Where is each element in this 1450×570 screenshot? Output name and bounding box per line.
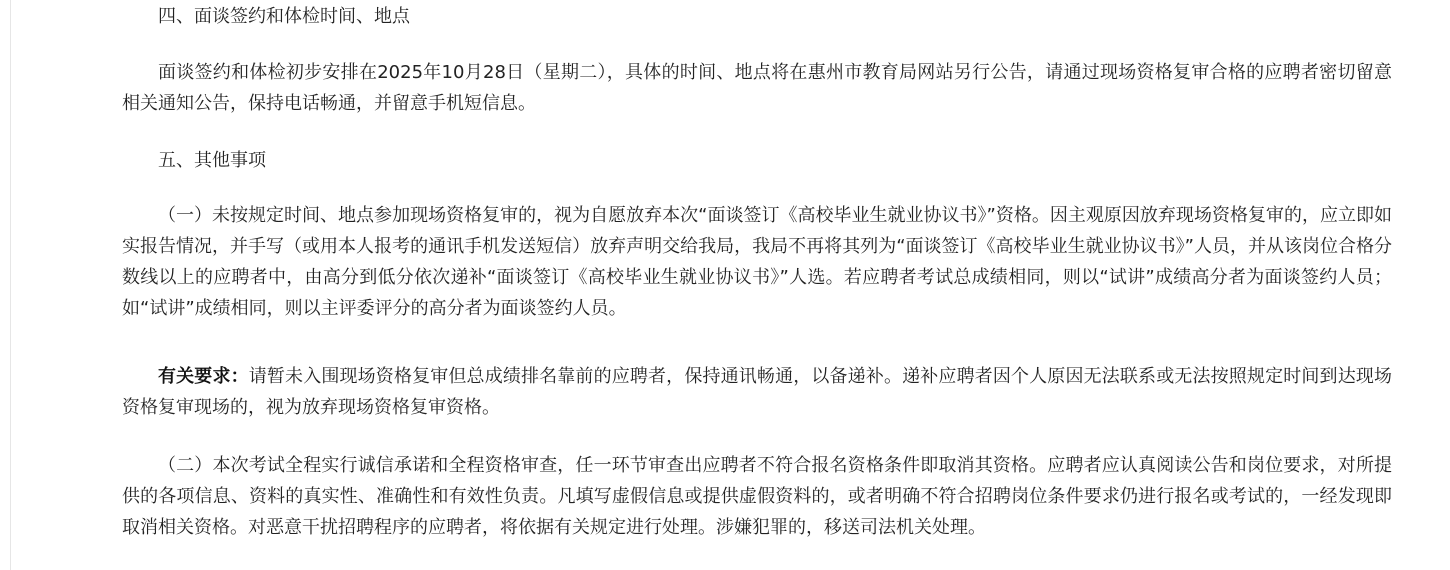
section-four-heading: 四、面谈签约和体检时间、地点 [158,6,410,27]
requirement-paragraph [122,361,1392,423]
requirement-text: 请暂未入围现场资格复审但总成绩排名靠前的应聘者，保持通讯畅通，以备递补。递补应聘者因个人原因无法联系或无法按照规定时间到达现场资格复审现场的，视为放弃现场资格复审资格。 [122,366,1392,418]
section-five-heading: 五、其他事项 [158,150,266,171]
requirement-label: 有关要求： [158,366,249,387]
left-border-line [10,0,11,570]
section-four-paragraph: 面谈签约和体检初步安排在2025年10月28日（星期二），具体的时间、地点将在惠州市教育局网站另行公告，请通过现场资格复审合格的应聘者密切留意相关通知公告，保持电话畅通，并留意手机短信息。 [122,62,1392,114]
item-one-paragraph: （一）未按规定时间、地点参加现场资格复审的，视为自愿放弃本次“面谈签订《高校毕业生就业协议书》”资格。因主观原因放弃现场资格复审的，应立即如实报告情况，并手写（或用本人报考的通讯手机发送短信）放弃声明交给我局，我局不再将其列为“面谈签订《高校毕业生就业协议书》”人员，并从该岗位合格分数线以上的应聘者中，由高分到低分依次递补“面谈签订《高校毕业生就业协议书》”人选。若应聘者考试总成绩相同，则以“试讲”成绩高分者为面谈签约人员；如“试讲”成绩相同，则以主评委评分的高分者为面谈签约人员。 [122,205,1392,319]
item-two-paragraph: （二）本次考试全程实行诚信承诺和全程资格审查，任一环节审查出应聘者不符合报名资格条件即取消其资格。应聘者应认真阅读公告和岗位要求，对所提供的各项信息、资料的真实性、准确性和有效性负责。凡填写虚假信息或提供虚假资料的，或者明确不符合招聘岗位条件要求仍进行报名或考试的，一经发现即取消相关资格。对恶意干扰招聘程序的应聘者，将依据有关规定进行处理。涉嫌犯罪的，移送司法机关处理。 [122,455,1392,538]
